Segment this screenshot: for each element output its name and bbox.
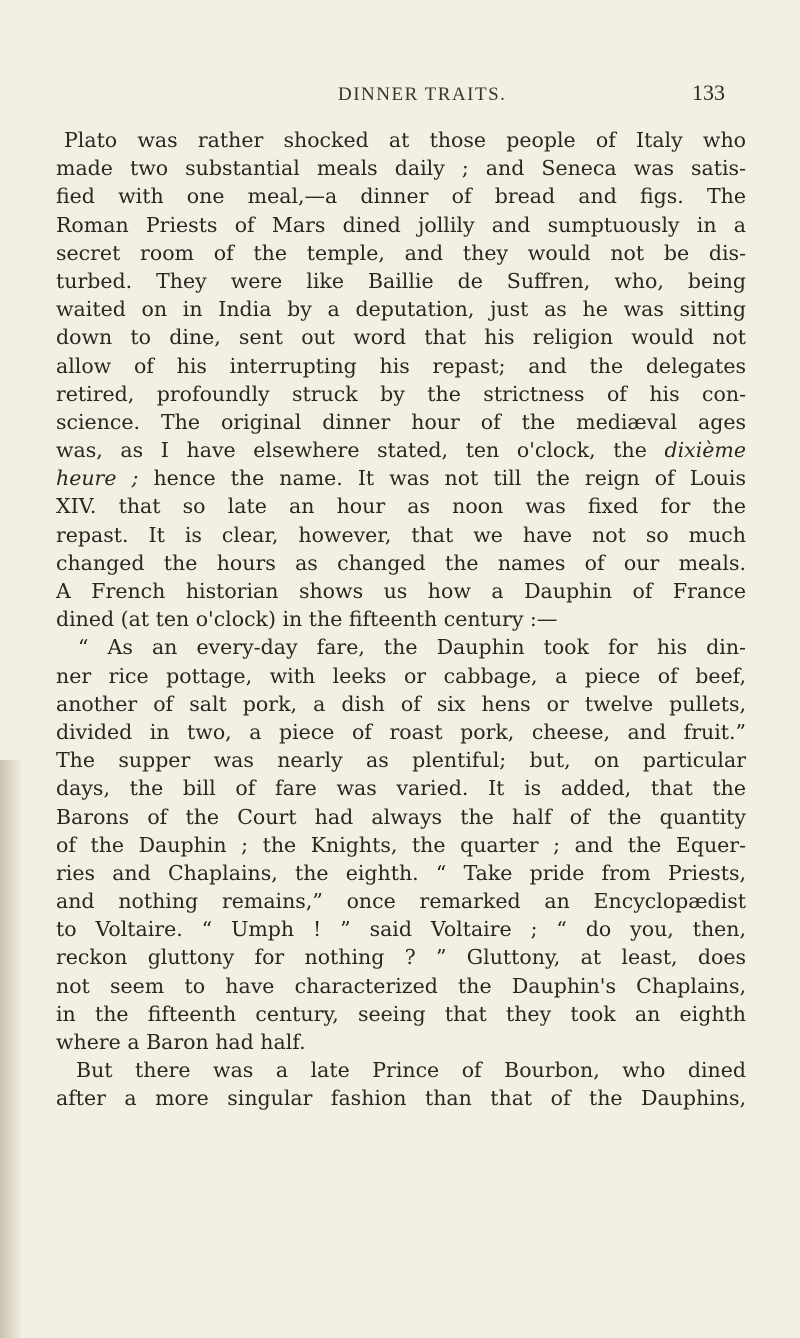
text-line: and nothing remains,” once remarked an Encyclopædist	[56, 889, 746, 914]
page-edge-shadow	[0, 760, 22, 1338]
text-line: dined (at ten o'clock) in the fifteenth century :—	[56, 607, 558, 632]
text-line: repast. It is clear, however, that we have not so much	[56, 522, 746, 547]
text-line: changed the hours as changed the names of our meals.	[56, 550, 746, 575]
text-line	[56, 464, 746, 492]
text-line: retired, profoundly struck by the strictness of his con-	[56, 381, 746, 406]
running-head-title: DINNER TRAITS.	[338, 84, 507, 105]
running-head	[0, 80, 800, 110]
text-line: “ As an every-day fare, the Dauphin took for his din-	[78, 635, 746, 660]
text-line: to Voltaire. “ Umph ! ” said Voltaire ; “ do you, then,	[56, 917, 746, 942]
text-line: where a Baron had half.	[56, 1030, 306, 1054]
text-line: made two substantial meals daily ; and Seneca was satis-	[56, 156, 746, 181]
text-run: hence the name. It was not till the reign of Louis	[138, 466, 746, 491]
text-line: The supper was nearly as plentiful; but, on particular	[56, 748, 746, 773]
text-line: in the fifteenth century, seeing that they took an eighth	[56, 1001, 746, 1026]
text-line: reckon gluttony for nothing ? ” Gluttony, at least, does	[56, 945, 746, 970]
text-run: was, as I have elsewhere stated, ten o'clock, the	[56, 438, 665, 463]
text-line: secret room of the temple, and they would not be dis-	[56, 240, 746, 265]
text-line: Plato was rather shocked at those people of Italy who	[64, 128, 746, 152]
text-line: fied with one meal,—a dinner of bread and figs. The	[56, 184, 746, 209]
text-line: allow of his interrupting his repast; and the delegates	[56, 353, 746, 378]
text-line: ner rice pottage, with leeks or cabbage, a piece of beef,	[56, 663, 746, 688]
text-line: turbed. They were like Baillie de Suffren, who, being	[56, 268, 746, 293]
text-line: Barons of the Court had always the half of the quantity	[56, 804, 746, 829]
text-line: days, the bill of fare was varied. It is added, that the	[56, 776, 746, 801]
italic-text: heure ;	[56, 466, 139, 491]
text-line: of the Dauphin ; the Knights, the quarter ; and the Equer-	[56, 832, 746, 857]
page-number: 133	[692, 80, 725, 105]
text-line: But there was a late Prince of Bourbon, who dined	[76, 1058, 746, 1083]
text-line: after a more singular fashion than that of the Dauphins,	[56, 1086, 746, 1111]
text-line: XIV. that so late an hour as noon was fixed for the	[56, 494, 746, 519]
text-line: not seem to have characterized the Dauphin's Chaplains,	[56, 973, 746, 998]
text-line: waited on in India by a deputation, just as he was sitting	[56, 297, 746, 322]
text-line: down to dine, sent out word that his religion would not	[56, 325, 746, 350]
text-line: another of salt pork, a dish of six hens or twelve pullets,	[56, 691, 746, 716]
text-line: divided in two, a piece of roast pork, cheese, and fruit.”	[56, 719, 746, 744]
body-text	[56, 126, 746, 1113]
text-line: science. The original dinner hour of the mediæval ages	[56, 409, 746, 434]
text-line: ries and Chaplains, the eighth. “ Take pride from Priests,	[56, 860, 746, 885]
text-line: Roman Priests of Mars dined jollily and sumptuously in a	[56, 212, 746, 237]
italic-text: dixième	[664, 438, 746, 463]
text-line	[56, 436, 746, 464]
text-line: A French historian shows us how a Dauphin of France	[56, 579, 746, 603]
